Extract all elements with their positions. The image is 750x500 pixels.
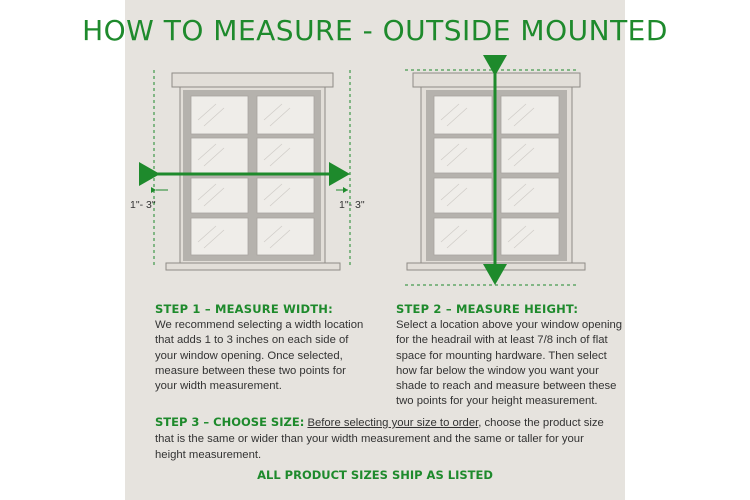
window-top-trim [172,73,333,87]
step3-underlined: Before selecting your size to order [307,417,479,429]
window-illustration-width [130,70,365,270]
text-line: We recommend selecting a width location [155,319,364,331]
window-sill [166,263,340,270]
page-title: HOW TO MEASURE - OUTSIDE MOUNTED [82,14,668,47]
step2-text [396,318,622,410]
text-line: Select a location above your window opening [396,319,623,331]
text-line: measure between these two points for [155,364,346,377]
footer-note: ALL PRODUCT SIZES SHIP AS LISTED [257,468,493,482]
text-line: space for mounting hardware. Then select [396,349,607,362]
step3-rest: , choose the product size that is the same or wider than your width measurement and the same or taller for your height measurement. [155,417,604,461]
text-line: shade to reach and measure between these [396,380,617,393]
text-line: for the headrail with at least 7/8 inch of flat [396,334,608,347]
text-line: that adds 1 to 3 inches on each side of [155,334,349,347]
left-gap-label: 1"- 3" [130,199,156,211]
step3-heading: STEP 3 – CHOOSE SIZE: [155,415,305,429]
step1-text [155,318,363,394]
step1-heading: STEP 1 – MEASURE WIDTH: [155,302,333,316]
text-line: your width measurement. [155,380,282,393]
text-line: two points for your height measurement. [396,395,598,408]
text-line: your window opening. Once selected, [155,349,343,362]
text-line: how far below the window you want your [396,364,599,377]
window-illustration-height [405,70,585,285]
step3-text [155,414,615,463]
right-gap-label: 1"- 3" [339,199,365,211]
step2-heading: STEP 2 – MEASURE HEIGHT: [396,302,579,316]
